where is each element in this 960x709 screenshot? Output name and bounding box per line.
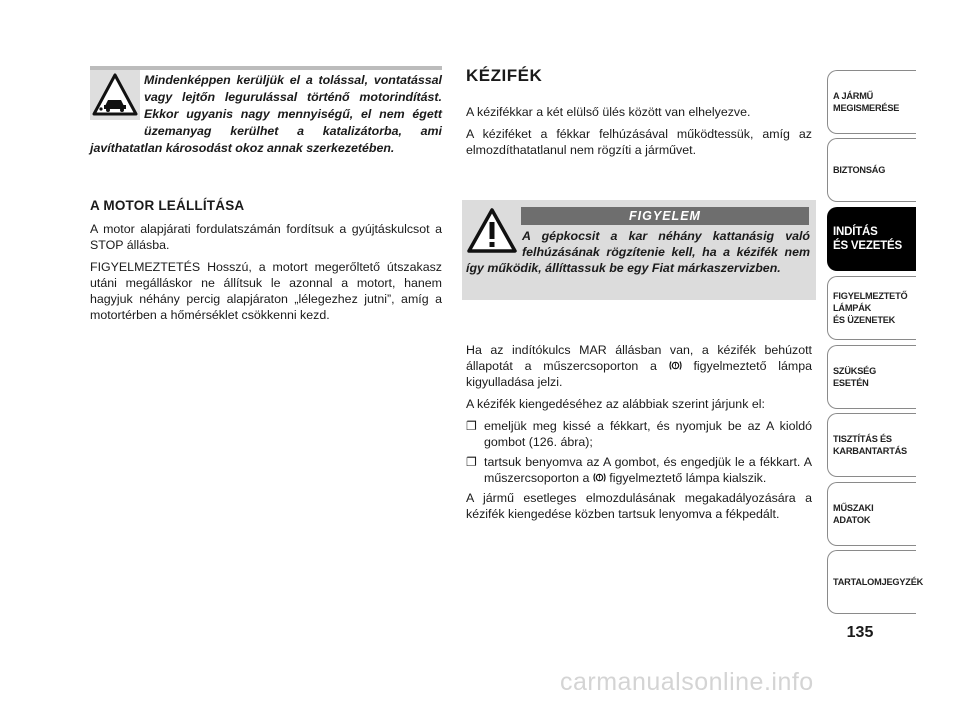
kezifek-paragraph-3 [466,342,812,390]
motor-paragraph-1: A motor alapjárati fordulatszámán fordítsuk a gyújtáskulcsot a STOP állásba. [90,222,442,252]
tab-muszaki-adatok[interactable] [827,482,916,546]
warning-top-rule [90,66,442,70]
motor-section-title: A MOTOR LEÁLLÍTÁSA [90,198,245,213]
kezifek-paragraph-1: A kézifékkar a két elülső ülés között van elhelyezve. [466,105,751,119]
bullet-2-text [484,454,812,486]
tab-szukseg-eseten[interactable] [827,345,916,409]
figyelem-text-block [466,228,810,276]
kezifek-paragraph-2: A kéziféket a fékkar felhúzásával működtessük, amíg az elmozdíthatatlanul nem rögzíti a járművet. [466,127,812,157]
checkbox-bullet-icon: ❐ [466,419,477,433]
list-item [466,454,812,486]
brake-warning-lamp-icon [593,472,606,483]
figyelem-text: A gépkocsit a kar néhány kattanásig való felhúzásának rögzítenie kell, ha a kézifék nem így működik, állíttassuk be egy Fiat márkaszervizben. [466,229,810,275]
watermark: carmanualsonline.info [560,668,814,696]
warning-text-block [90,72,442,157]
tab-label: FIGYELMEZTETŐ LÁMPÁK ÉS ÜZENETEK [833,291,908,325]
tab-label: BIZTONSÁG [833,165,886,175]
bullet-2-end: figyelmeztető lámpa kialszik. [609,471,767,485]
tab-label: INDÍTÁS ÉS VEZETÉS [833,226,902,252]
tab-inditas-es-vezetes[interactable] [827,207,916,271]
tab-a-jarmu-megismerese[interactable] [827,70,916,134]
kezifek-paragraph-3-end: figyelmeztető lámpa kigyulladása jelzi. [466,359,812,389]
brake-warning-lamp-icon [669,360,682,371]
tab-label: SZÜKSÉG ESETÉN [833,366,877,388]
tab-label: MŰSZAKI ADATOK [833,503,874,525]
kezifek-details [466,342,812,528]
tab-label: A JÁRMŰ MEGISMERÉSE [833,91,900,113]
tab-biztonsag[interactable] [827,138,916,202]
tab-tartalomjegyzek[interactable] [827,550,924,614]
kezifek-intro [466,104,812,164]
tab-label: TARTALOMJEGYZÉK [833,577,924,587]
list-item [466,418,812,450]
warning-text: Mindenképpen kerüljük el a tolással, vontatással vagy lejtőn leguruIással történő motorindítást. Ekkor ugyanis nagy mennyiségű, el nem égett üzemanyag kerülhet a katalizátorba, ami javíthatatlan károsodást okoz annak szerkezetében. [90,73,442,155]
motor-paragraph-2: FIGYELMEZTETÉS Hosszú, a motort megerőltető útszakasz utáni megálláskor ne állítsuk le azonnal a motort, hanem hagyjuk néhány percig alapjáraton „lélegezhez jutni”, amíg a motortérben a hőmérséklet csökkenni kezd. [90,260,442,322]
checkbox-bullet-icon: ❐ [466,455,477,469]
motor-section-body [90,221,442,329]
figyelem-label: FIGYELEM [521,207,809,225]
bullet-1-text: emeljük meg kissé a fékkart, és nyomjuk be az A kioldó gombot (126. ábra); [484,419,812,449]
tab-tisztitas-karbantartas[interactable] [827,413,916,477]
kezifek-paragraph-4: A kézifék kiengedéséhez az alábbiak szerint járjunk el: [466,397,765,411]
page-number: 135 [846,624,874,641]
bullet-2-start: tartsuk benyomva az A gombot, és engedjük le a fékkart. A műszercsoporton a [484,455,812,485]
kezifek-paragraph-3-start: Ha az indítókulcs MAR állásban van, a kézifék behúzott állapotát a műszercsoporton a [466,343,812,373]
tab-label: TISZTÍTÁS ÉS KARBANTARTÁS [833,434,907,456]
tab-figyelmezteto-lampak[interactable] [827,276,916,340]
kezifek-paragraph-5: A jármű esetleges elmozdulásának megakadályozására a kézifék kiengedése közben tartsuk lenyomva a fékpedált. [466,491,812,521]
kezifek-title: KÉZIFÉK [466,66,543,85]
